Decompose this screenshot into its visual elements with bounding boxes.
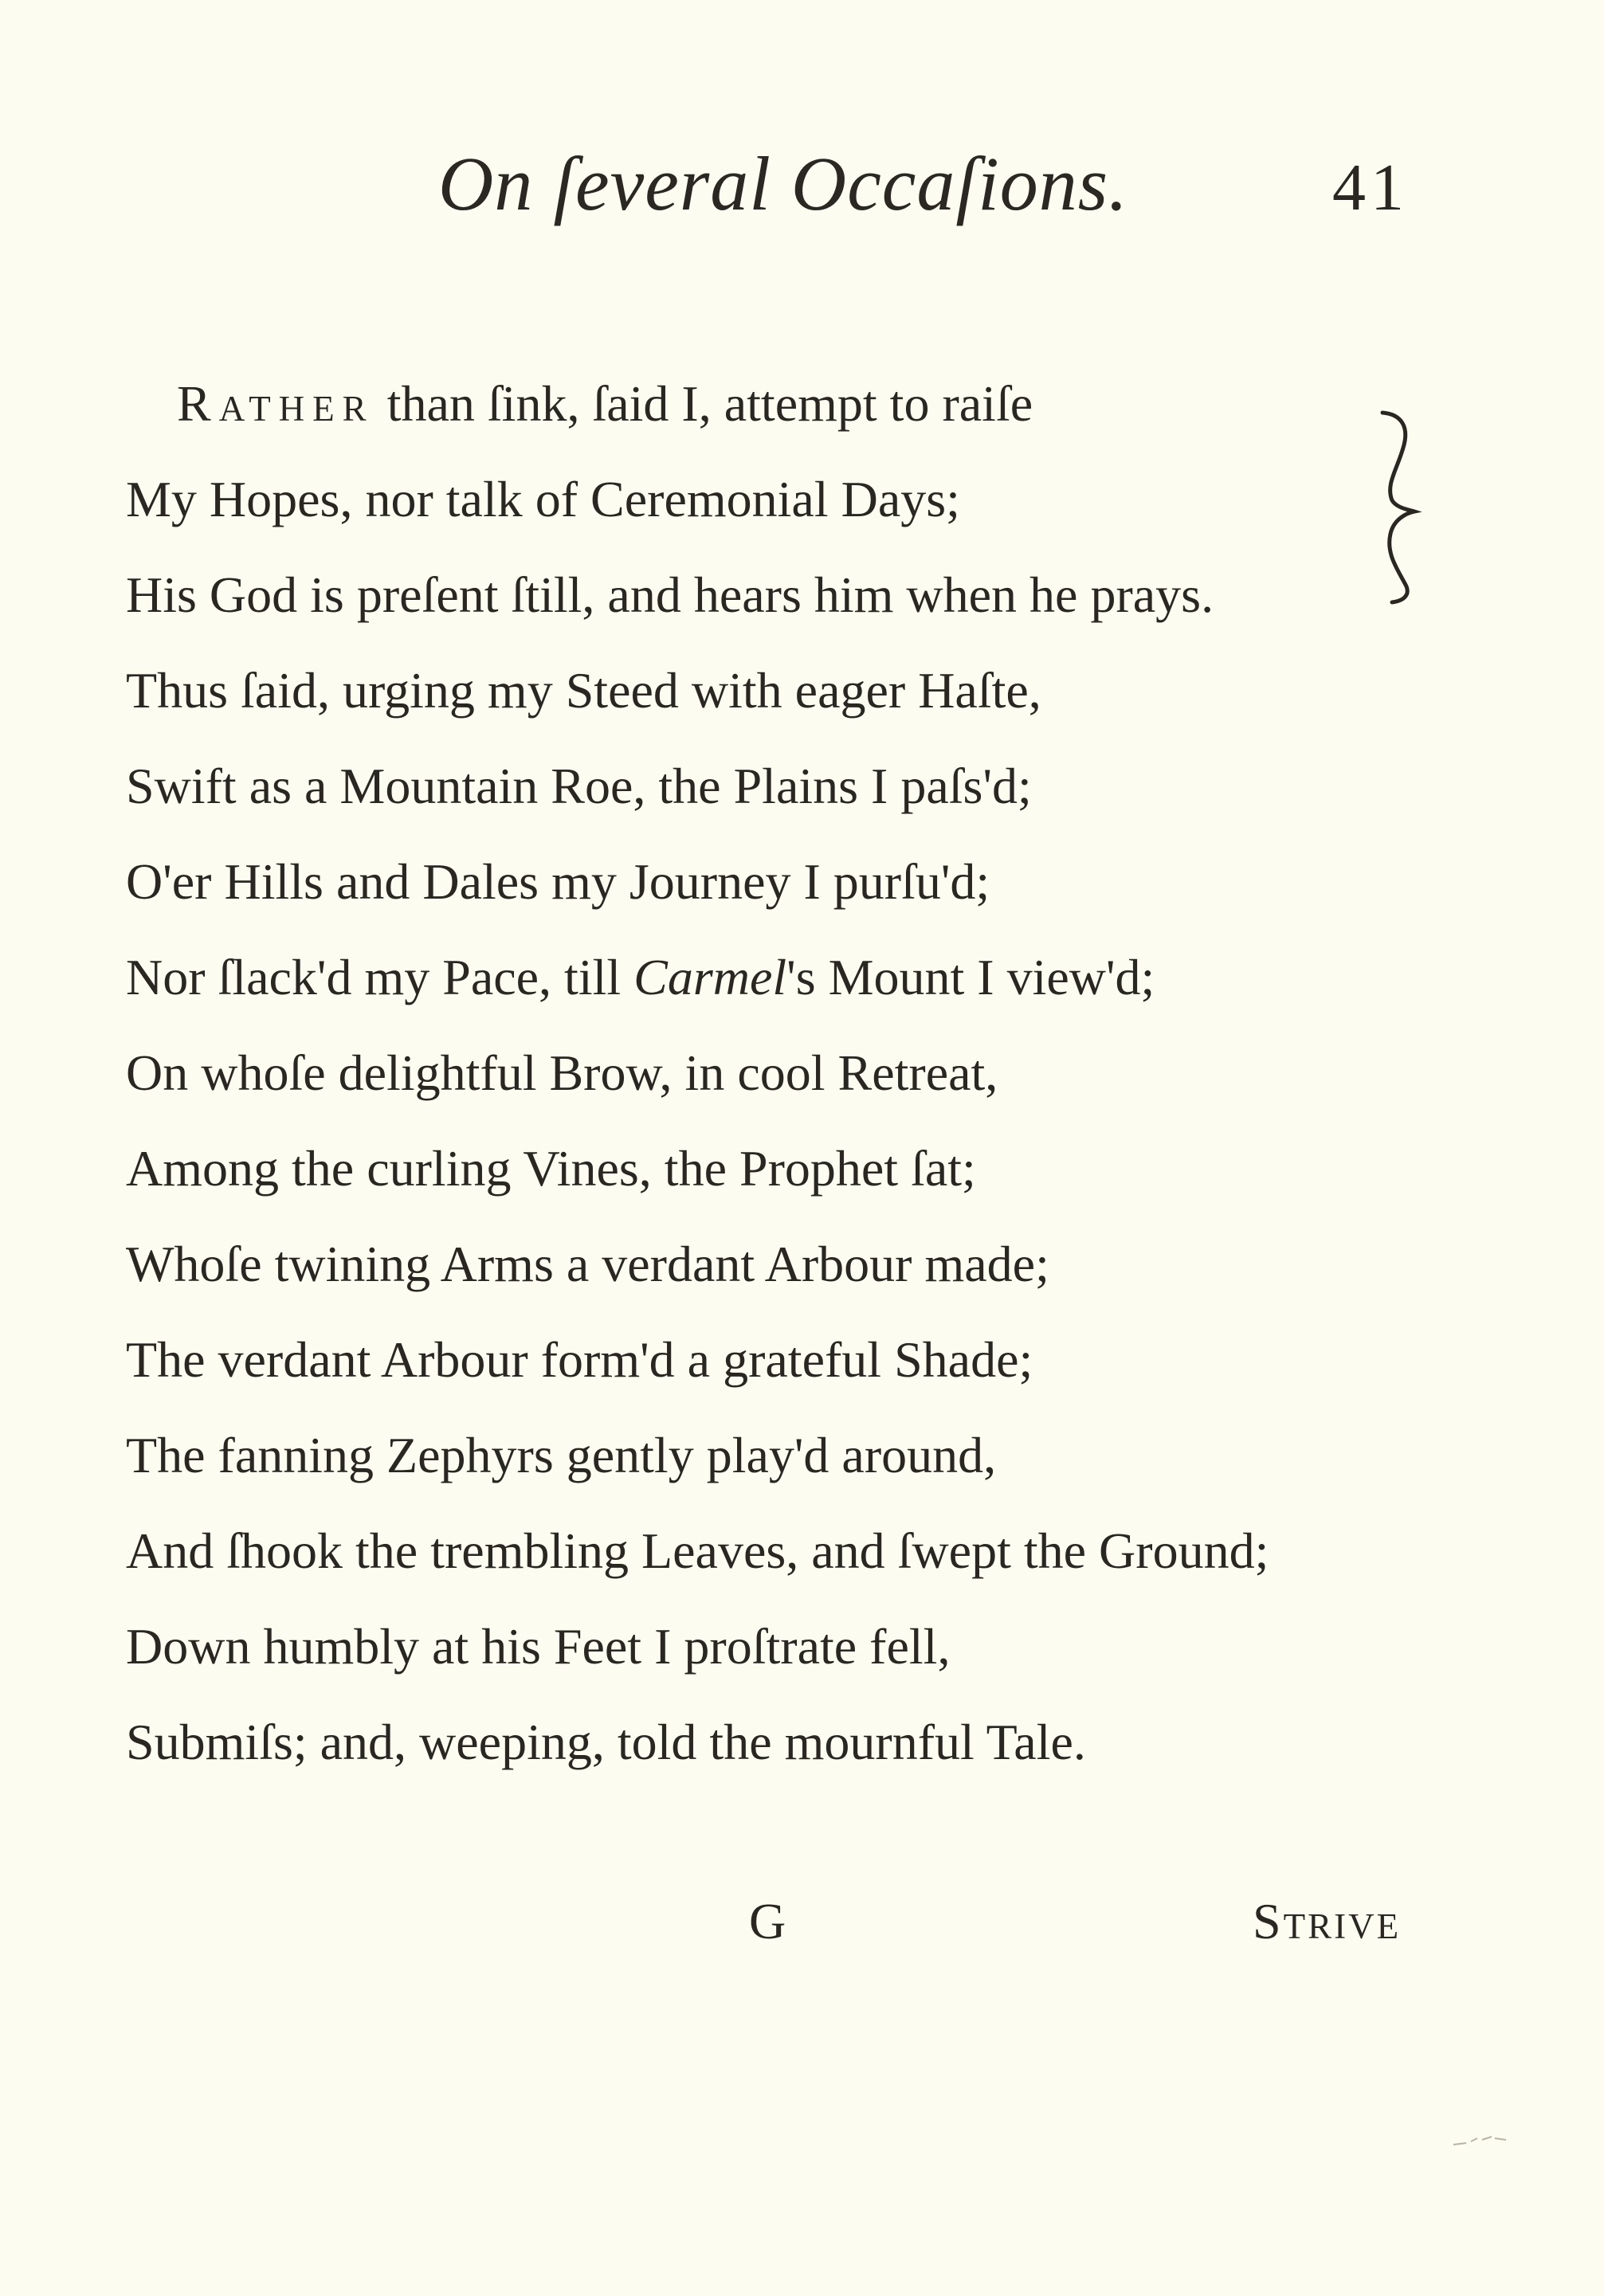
verse-line [126,948,1155,1007]
verse-line: On whoſe delightful Brow, in cool Retreat, [126,1044,998,1101]
verse-line: His God is preſent ſtill, and hears him when he prays. [126,566,1214,623]
verse-line: Thus ſaid, urging my Steed with eager Haſte, [126,662,1041,719]
verse-line: Down humbly at his Feet I proſtrate fell, [126,1618,951,1675]
signature-mark: G [749,1893,786,1949]
verse-line: Submiſs; and, weeping, told the mournful Tale. [126,1714,1086,1770]
verse-line: The fanning Zephyrs gently play'd around, [126,1427,997,1483]
opening-word: Rather [177,375,375,432]
page-header [0,139,1604,251]
triplet-brace-icon [1375,406,1422,605]
verse-line: Among the curling Vines, the Prophet ſat; [126,1140,976,1197]
catchword: Strive [1253,1893,1402,1949]
verse-text: Nor ſlack'd my Pace, till [126,949,634,1005]
verse-line-text: than ſink, ſaid I, attempt to raiſe [374,375,1033,432]
place-name: Carmel [633,949,787,1005]
running-title: On ſeveral Occaſions. [438,141,1129,226]
verse-line: Swift as a Mountain Roe, the Plains I paſs'd; [126,758,1032,814]
paper-blemish-icon [1450,2127,1514,2151]
verse-line: The verdant Arbour form'd a grateful Shade; [126,1331,1033,1388]
verse-line: And ſhook the trembling Leaves, and ſwept the Ground; [126,1522,1269,1579]
verse-line: My Hopes, nor talk of Ceremonial Days; [126,471,960,527]
page-number: 41 [1332,151,1409,225]
verse-line [177,374,1033,433]
verse-text: 's Mount I view'd; [786,949,1155,1005]
verse-line: Whoſe twining Arms a verdant Arbour made; [126,1236,1049,1292]
verse-line: O'er Hills and Dales my Journey I purſu'd; [126,853,990,910]
